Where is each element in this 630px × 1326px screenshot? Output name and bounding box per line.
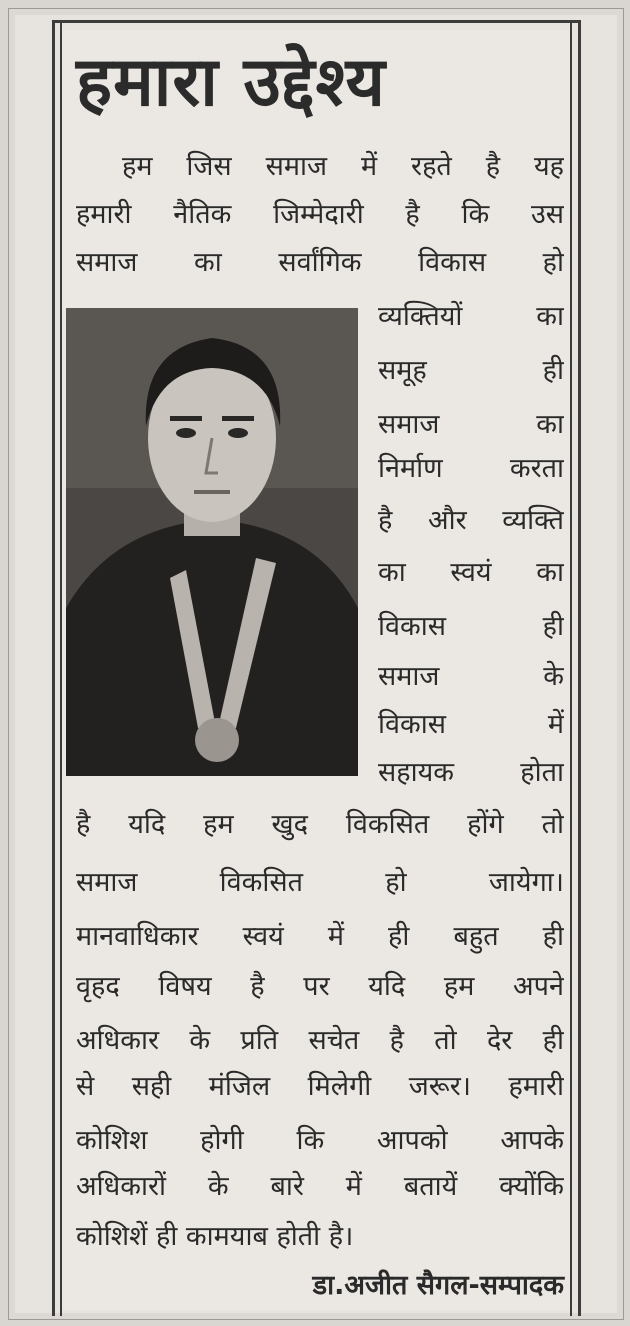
article-line: समाज विकसित हो जायेगा। (76, 867, 564, 898)
article-line: मानवाधिकार स्वयं में ही बहुत ही (76, 921, 564, 952)
article-line: व्यक्तियों का (378, 301, 564, 332)
article-line: अधिकारों के बारे में बतायें क्योंकि (76, 1171, 564, 1202)
article-line: विकास में (378, 709, 564, 740)
article-line: समाज के (378, 661, 564, 692)
article-line: समाज का सर्वांगिक विकास हो (76, 247, 564, 278)
article-line: से सही मंजिल मिलेगी जरूर। हमारी (76, 1071, 564, 1102)
article-line: है यदि हम खुद विकसित होंगे तो (76, 809, 564, 840)
article-line: समाज का (378, 409, 564, 440)
author-byline: डा.अजीत सैगल-सम्पादक (312, 1270, 564, 1301)
article-line: निर्माण करता (378, 453, 564, 484)
article-line: वृहद विषय है पर यदि हम अपने (76, 971, 564, 1002)
left-rule-outer (52, 20, 55, 1316)
article-line: कोशिशें ही कामयाब होती है। (76, 1221, 354, 1252)
article-title: हमारा उद्देश्य (76, 43, 386, 122)
article-line: का स्वयं का (378, 557, 564, 588)
article-line: सहायक होता (378, 757, 564, 788)
article-line: विकास ही (378, 611, 564, 642)
article-line: समूह ही (378, 355, 564, 386)
article-line: हमारी नैतिक जिम्मेदारी है कि उस (76, 199, 564, 230)
right-rule-inner (570, 20, 572, 1316)
portrait-of-editor-photo-icon (66, 308, 358, 776)
editor-photo (66, 308, 358, 776)
article-line: है और व्यक्ति (378, 505, 564, 536)
article-line: अधिकार के प्रति सचेत है तो देर ही (76, 1025, 564, 1056)
top-rule (52, 20, 581, 23)
article-line: कोशिश होगी कि आपको आपके (76, 1125, 564, 1156)
article-line: हम जिस समाज में रहते है यह (122, 151, 564, 182)
right-rule-outer (578, 20, 581, 1316)
